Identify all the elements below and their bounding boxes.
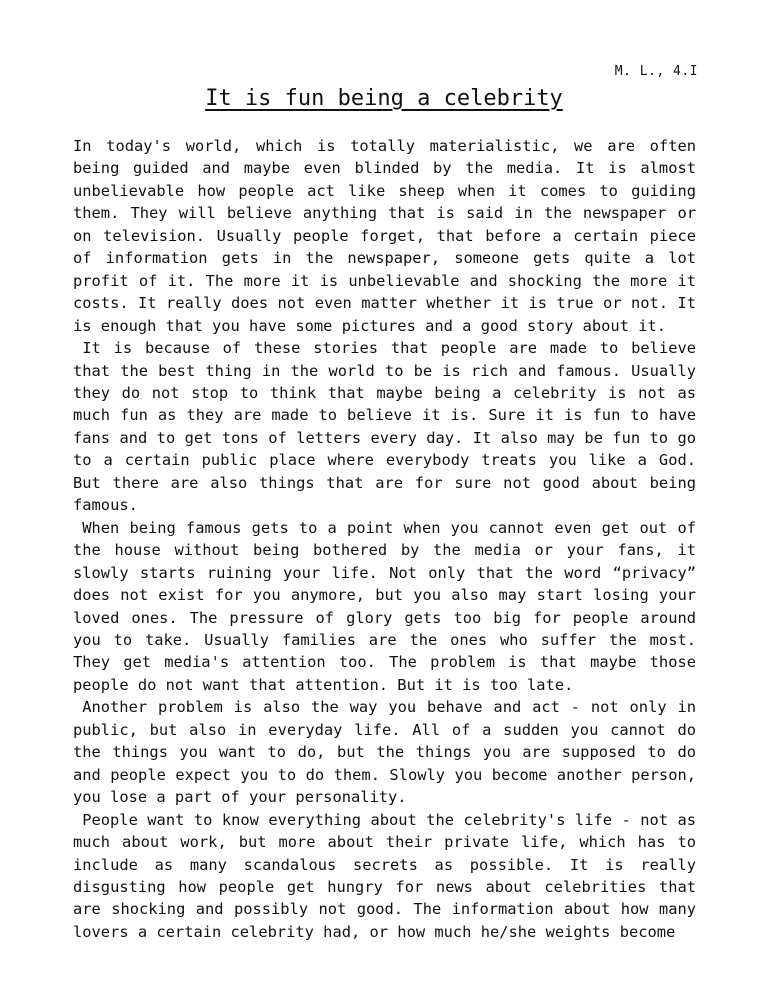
paragraph-4: Another problem is also the way you behave and act - not only in public, but also in everyday life. All of a sudden you cannot do the things you want to do, but the things you are supposed to do and people expect you to do them. Slowly you become another person, you lose a part of your personality. [73,698,696,807]
paragraph-5: People want to know everything about the celebrity's life - not as much about work, but more about their private life, which has to include as many scandalous secrets as possible. It is really disgusting how people get hungry for news about celebrities that are shocking and possibly not good. The information about how many lovers a certain celebrity had, or how much he/she weights become [73,810,696,941]
paragraph-1: In today's world, which is totally materialistic, we are often being guided and maybe even blinded by the media. It is almost unbelievable how people act like sheep when it comes to guiding them. They will believe anything that is said in the newspaper or on television. Usually people forget, that before a certain piece of information gets in the newspaper, someone gets quite a lot profit of it. The more it is unbelievable and shocking the more it costs. It really does not even matter whether it is true or not. It is enough that you have some pictures and a good story about it. [73,137,696,335]
paragraph-3: When being famous gets to a point when you cannot even get out of the house without being bothered by the media or your fans, it slowly starts ruining your life. Not only that the word “privacy” does not exist for you anymore, but you also may start losing your loved ones. The pressure of glory gets too big for people around you to take. Usually families are the ones who suffer the most. They get media's attention too. The problem is that maybe those people do not want that attention. But it is too late. [73,518,696,694]
author-initials: M. L., 4.I [614,64,698,79]
essay-body [73,135,696,943]
paragraph-2: It is because of these stories that people are made to believe that the best thing in the world to be is rich and famous. Usually they do not stop to think that maybe being a celebrity is not as much fun as they are made to believe it is. Sure it is fun to have fans and to get tons of letters every day. It also may be fun to go to a certain public place where everybody treats you like a God. But there are also things that are for sure not good about being famous. [73,339,696,515]
document-title: It is fun being a celebrity [205,86,563,111]
